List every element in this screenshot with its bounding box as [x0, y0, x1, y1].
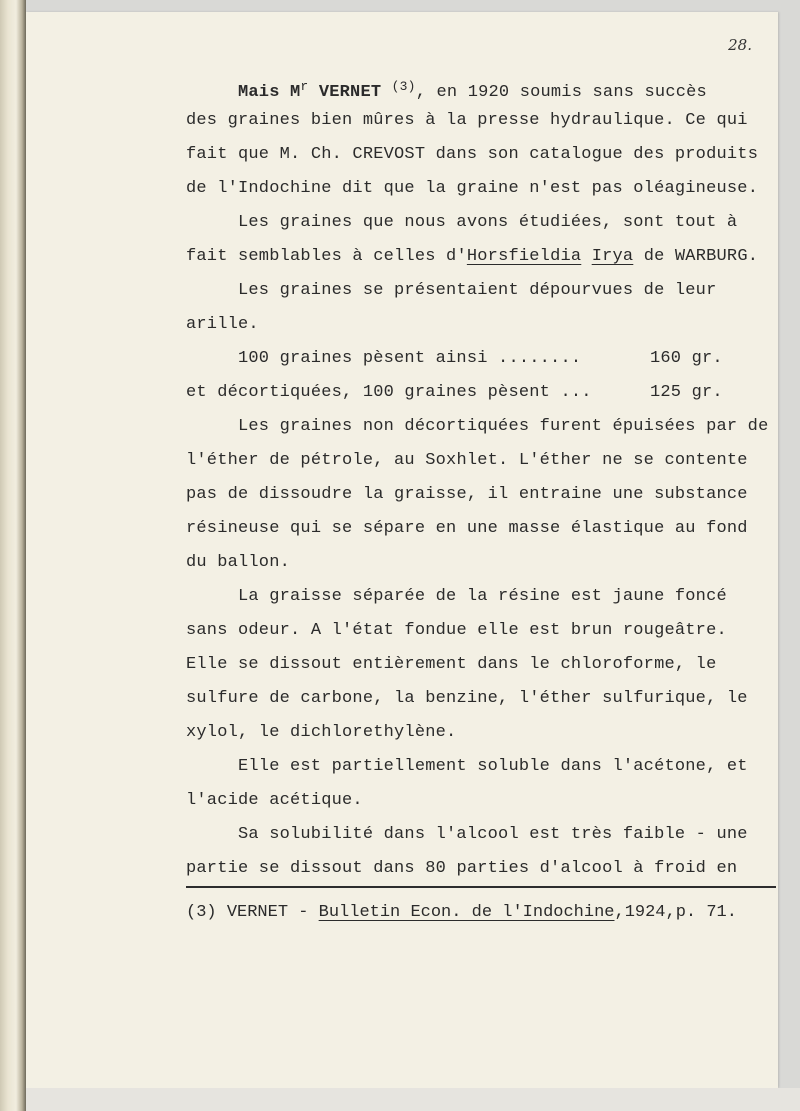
line-1-start: Mais M [238, 83, 301, 102]
measurement-label-2: et décortiquées, 100 graines pèsent [186, 383, 551, 402]
footnote [186, 902, 737, 924]
paragraph-line-20: xylol, le dichlorethylène. [186, 723, 457, 742]
measurement-label-1: 100 graines pèsent ainsi [238, 349, 488, 368]
paragraph-line-15: du ballon. [186, 553, 291, 572]
paragraph-line-1 [238, 76, 707, 102]
measurement-value-2: 125 gr. [650, 383, 723, 402]
author-name: VERNET [318, 83, 382, 102]
measurement-value-1: 160 gr. [650, 349, 723, 368]
footnote-journal: Bulletin Econ. de l'Indochine [318, 903, 615, 922]
paragraph-line-22: l'acide acétique. [186, 791, 363, 810]
line-1-end: , en 1920 soumis sans succès [415, 83, 707, 102]
leader-dots-2: ... [560, 383, 592, 402]
paragraph-line-16: La graisse séparée de la résine est jaune foncé [238, 587, 727, 606]
footnote-divider [186, 886, 776, 888]
paragraph-line-6 [186, 246, 758, 268]
species-epithet: Irya [591, 247, 634, 266]
species-genus: Horsfieldia [466, 247, 582, 266]
measurement-row-2 [186, 382, 758, 404]
line-6-start: fait semblables à celles d' [186, 247, 467, 266]
paragraph-line-13: pas de dissoudre la graisse, il entraine une substance [186, 485, 748, 504]
paragraph-line-3: fait que M. Ch. CREVOST dans son catalogue des produits [186, 145, 759, 164]
document-page [26, 12, 778, 1088]
leader-dots-1: ........ [498, 349, 582, 368]
paragraph-line-4: de l'Indochine dit que la graine n'est pas oléagineuse. [186, 179, 759, 198]
paragraph-line-23: Sa solubilité dans l'alcool est très faible - une [238, 825, 748, 844]
footnote-details: ,1924,p. 71. [614, 903, 737, 922]
paragraph-line-2: des graines bien mûres à la presse hydraulique. Ce qui [186, 111, 748, 130]
footnote-dash: - [298, 903, 309, 922]
paragraph-line-12: l'éther de pétrole, au Soxhlet. L'éther ne se contente [186, 451, 748, 470]
paragraph-line-21: Elle est partiellement soluble dans l'acétone, et [238, 757, 748, 776]
page-bottom-edge [26, 1088, 800, 1111]
paragraph-line-5: Les graines que nous avons étudiées, sont tout à [238, 213, 738, 232]
footnote-ref: (3) [391, 79, 416, 94]
paragraph-line-7: Les graines se présentaient dépourvues de leur [238, 281, 717, 300]
paragraph-line-17: sans odeur. A l'état fondue elle est brun rougeâtre. [186, 621, 727, 640]
paragraph-line-14: résineuse qui se sépare en une masse élastique au fond [186, 519, 748, 538]
mister-abbrev-sup: r [300, 79, 309, 94]
paragraph-line-18: Elle se dissout entièrement dans le chloroforme, le [186, 655, 717, 674]
footnote-number: (3) [186, 903, 217, 922]
measurement-row-1 [238, 348, 758, 370]
page-number: 28. [728, 36, 752, 54]
binding-edge [0, 0, 26, 1111]
line-6-end: de WARBURG. [633, 247, 759, 266]
paragraph-line-11: Les graines non décortiquées furent épuisées par de [238, 417, 769, 436]
footnote-author: VERNET [226, 903, 289, 922]
paragraph-line-8: arille. [186, 315, 259, 334]
paragraph-line-19: sulfure de carbone, la benzine, l'éther sulfurique, le [186, 689, 748, 708]
paragraph-line-24: partie se dissout dans 80 parties d'alcool à froid en [186, 859, 738, 878]
